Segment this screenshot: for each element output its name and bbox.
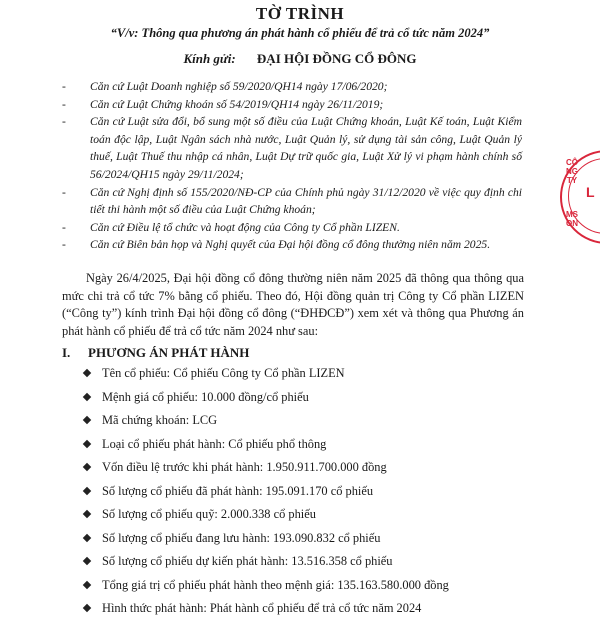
- legal-basis-item: - Căn cứ Luật Doanh nghiệp số 59/2020/QH14 ngày 17/06/2020;: [62, 78, 522, 96]
- diamond-bullet-icon: [83, 486, 91, 494]
- legal-basis-item: - Căn cứ Biên bản họp và Nghị quyết của Đại hội đồng cổ đông thường niên năm 2025.: [62, 236, 522, 254]
- diamond-bullet-icon: [83, 604, 91, 612]
- diamond-bullet-icon: [83, 463, 91, 471]
- legal-bases-list: [62, 78, 522, 254]
- recipient-line: [0, 51, 600, 67]
- issuance-plan-list: [62, 362, 532, 621]
- dash-marker: -: [62, 80, 66, 93]
- plan-item: Tổng giá trị cổ phiếu phát hành theo mệnh giá: 135.163.580.000 đồng: [62, 574, 532, 598]
- dash-marker: -: [62, 115, 66, 129]
- dash-marker: -: [62, 97, 66, 111]
- document-title: TỜ TRÌNH: [255, 4, 345, 23]
- diamond-bullet-icon: [83, 416, 91, 424]
- diamond-bullet-icon: [83, 533, 91, 541]
- legal-basis-item: - Căn cứ Nghị định số 155/2020/NĐ-CP của Chính phủ ngày 31/12/2020 về việc quy định chi tiết thi hành một số điều của Luật Chứng khoán;: [62, 185, 522, 217]
- plan-item: Số lượng cổ phiếu dự kiến phát hành: 13.516.358 cổ phiếu: [62, 550, 532, 574]
- dash-marker: -: [62, 185, 66, 199]
- seal-bottom-text: MSON: [566, 210, 578, 228]
- recipient-value: ĐẠI HỘI ĐỒNG CỔ ĐÔNG: [256, 51, 417, 66]
- company-seal-stamp: [560, 150, 600, 244]
- seal-top-text: CÔNG TY: [566, 158, 578, 185]
- plan-item: Số lượng cổ phiếu đang lưu hành: 193.090.832 cổ phiếu: [62, 527, 532, 551]
- plan-item: Mã chứng khoán: LCG: [62, 409, 532, 433]
- diamond-bullet-icon: [83, 439, 91, 447]
- plan-item: Loại cổ phiếu phát hành: Cổ phiếu phổ thông: [62, 433, 532, 457]
- diamond-bullet-icon: [83, 580, 91, 588]
- seal-mid-text: L: [586, 184, 595, 200]
- diamond-bullet-icon: [83, 369, 91, 377]
- diamond-bullet-icon: [83, 557, 91, 565]
- plan-item: Số lượng cổ phiếu đã phát hành: 195.091.170 cổ phiếu: [62, 480, 532, 504]
- dash-marker: -: [62, 220, 66, 234]
- legal-basis-item: - Căn cứ Luật Chứng khoán số 54/2019/QH14 ngày 26/11/2019;: [62, 96, 522, 114]
- plan-item: Tên cổ phiếu: Cổ phiếu Công ty Cổ phần LIZEN: [62, 362, 532, 386]
- diamond-bullet-icon: [83, 392, 91, 400]
- section-title: PHƯƠNG ÁN PHÁT HÀNH: [88, 345, 250, 360]
- legal-basis-item: - Căn cứ Điều lệ tổ chức và hoạt động của Công ty Cổ phần LIZEN.: [62, 219, 522, 237]
- dash-marker: -: [62, 238, 66, 252]
- section-heading: [62, 345, 249, 361]
- document-subject: “V/v: Thông qua phương án phát hành cổ phiếu để trả cổ tức năm 2024”: [110, 26, 490, 40]
- plan-item: Hình thức phát hành: Phát hành cổ phiếu để trả cổ tức năm 2024: [62, 597, 532, 621]
- plan-item: Vốn điều lệ trước khi phát hành: 1.950.911.700.000 đồng: [62, 456, 532, 480]
- recipient-label: Kính gửi:: [183, 51, 236, 66]
- plan-item: Mệnh giá cổ phiếu: 10.000 đồng/cổ phiếu: [62, 386, 532, 410]
- legal-basis-item: - Căn cứ Luật sửa đổi, bổ sung một số điều của Luật Chứng khoán, Luật Kế toán, Luật Kiểm toán độc lập, Luật Ngân sách nhà nước, Luật Quản lý, sử dụng tài sản công, Luật Quản lý thuế, Luật Thuế thu nhập cá nhân, Luật Dự trữ quốc gia, Luật Xử lý vi phạm hành chính số 56/2024/QH15 ngày 29/11/2024;: [62, 115, 522, 181]
- diamond-bullet-icon: [83, 510, 91, 518]
- plan-item: Số lượng cổ phiếu quỹ: 2.000.338 cổ phiếu: [62, 503, 532, 527]
- section-number: I.: [62, 345, 71, 360]
- intro-paragraph: Ngày 26/4/2025, Đại hội đồng cổ đông thường niên năm 2025 đã thông qua thông qua mức chi trả cổ tức 7% bằng cổ phiếu. Theo đó, Hội đồng quản trị Công ty Cổ phần LIZEN (“Công ty”) kính trình Đại hội đồng cổ đông (“ĐHĐCĐ”) xem xét và thông qua Phương án phát hành cổ phiếu để trả cổ tức năm 2024 như sau:: [62, 271, 524, 338]
